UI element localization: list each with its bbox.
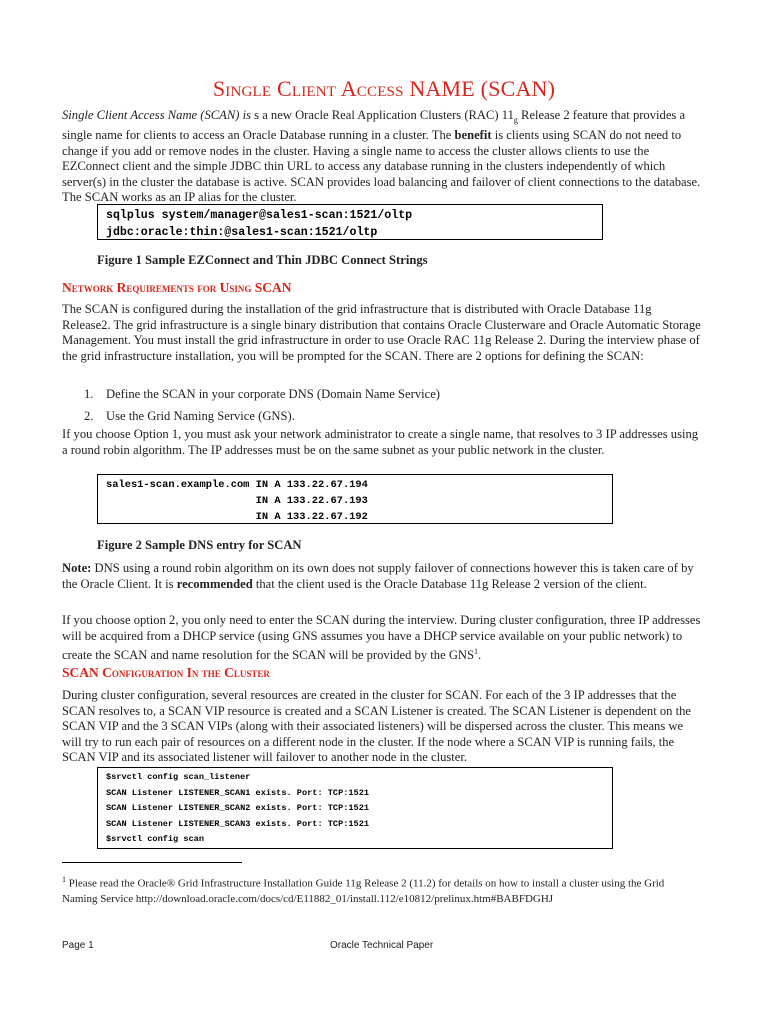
footer-doc-title: Oracle Technical Paper	[330, 940, 434, 951]
note-paragraph: Note: DNS using a round robin algorithm on its own does not supply failover of connections however this is taken care of by the Oracle Client. It is recommended that the client used is the Oracle Database 11g Release 2 version of the client.	[62, 561, 694, 591]
intro-paragraph: Single Client Access Name (SCAN) is s a new Oracle Real Application Clusters (RAC) $11_g$ Release 2 feature that provides a single name for clients to access an Oracle Database running in a cluster. The benefit is clients using SCAN do not need to change if you add or remove nodes in the cluster. Having a single name to access the cluster allows clients to use the EZConnect client and the simple JDBC thin URL to access any database running in the clusters independently of which server(s) in the cluster the database is active. SCAN provides load balancing and failover of client connections to the database. The SCAN works as an IP alias for the cluster.	[62, 108, 701, 205]
code-block-dns-entry	[97, 474, 613, 524]
list-item: 1. Define the SCAN in your corporate DNS (Domain Name Service)	[84, 387, 440, 401]
code-line: sales1-scan.example.com IN A 133.22.67.194	[106, 479, 368, 491]
code-block-connect-strings	[97, 204, 603, 240]
code-line: $srvctl config scan	[106, 834, 204, 844]
code-line: IN A 133.22.67.193	[106, 495, 368, 507]
code-line: SCAN Listener LISTENER_SCAN2 exists. Port: TCP:1521	[106, 803, 370, 813]
code-line: SCAN Listener LISTENER_SCAN3 exists. Port: TCP:1521	[106, 818, 370, 829]
code-line: SCAN Listener LISTENER_SCAN1 exists. Port: TCP:1521	[106, 787, 370, 798]
code-line: $srvctl config scan_listener	[106, 772, 251, 782]
option1-paragraph: If you choose Option 1, you must ask your network administrator to create a single name, that resolves to 3 IP addresses using a round robin algorithm. The IP addresses must be on the same subnet as your public network in the cluster.	[62, 427, 699, 457]
footnote: $^1$ Please read the Oracle® Grid Infrastructure Installation Guide 11g Release 2 (11.2) for details on how to install a cluster using the Grid Naming Service http://download.oracle.com/docs/cd/E11882_01/install.112/e10812/prelinux.htm#BABFDGHJ	[62, 875, 665, 905]
options-list	[62, 386, 702, 430]
code-block-srvctl	[97, 767, 613, 849]
code-line: sqlplus system/manager@sales1-scan:1521/oltp	[106, 209, 413, 222]
figure-2-caption: Figure 2 Sample DNS entry for SCAN	[97, 538, 302, 552]
code-line: jdbc:oracle:thin:@sales1-scan:1521/oltp	[106, 226, 378, 239]
section-heading-network: Network Requirements for Using SCAN	[62, 280, 292, 295]
code-line: IN A 133.22.67.192	[106, 511, 368, 523]
scan-config-paragraph: During cluster configuration, several resources are created in the cluster for SCAN. For each of the 3 IP addresses that the SCAN resolves to, a SCAN VIP resource is created and a SCAN Listener is created. The SCAN Listener is dependent on the SCAN VIP and the 3 SCAN VIPs (along with their associated listeners) will be dispersed across the cluster. This means we will try to run each pair of resources on a different node in the cluster. If the node where a SCAN VIP is running fails, the SCAN VIP and its associated listener will failover to another node in the cluster.	[62, 688, 691, 765]
section-heading-scan-config: SCAN Configuration In the Cluster	[62, 665, 270, 680]
footnote-divider	[62, 862, 242, 863]
option2-paragraph: If you choose option 2, you only need to enter the SCAN during the interview. During cluster configuration, three IP addresses will be acquired from a DHCP service (using GNS assumes you have a DHCP service available on your public network) to create the SCAN and name resolution for the SCAN will be provided by the GNS$^1$.	[62, 613, 701, 663]
page-title: Single Client Access NAME (SCAN)	[212, 76, 556, 101]
footer-page-number: Page 1	[62, 940, 94, 951]
list-item: 2. Use the Grid Naming Service (GNS).	[84, 409, 295, 423]
figure-1-caption: Figure 1 Sample EZConnect and Thin JDBC Connect Strings	[97, 253, 428, 267]
network-paragraph: The SCAN is configured during the installation of the grid infrastructure that is distributed with Oracle Database 11g Release2. The grid infrastructure is a single binary distribution that contains Oracle Clusterware and Oracle Automatic Storage Management. You must install the grid infrastructure in order to use Oracle RAC 11g Release 2. During the interview phase of the grid infrastructure installation, you will be prompted for the SCAN. There are 2 options for defining the SCAN:	[62, 302, 701, 363]
